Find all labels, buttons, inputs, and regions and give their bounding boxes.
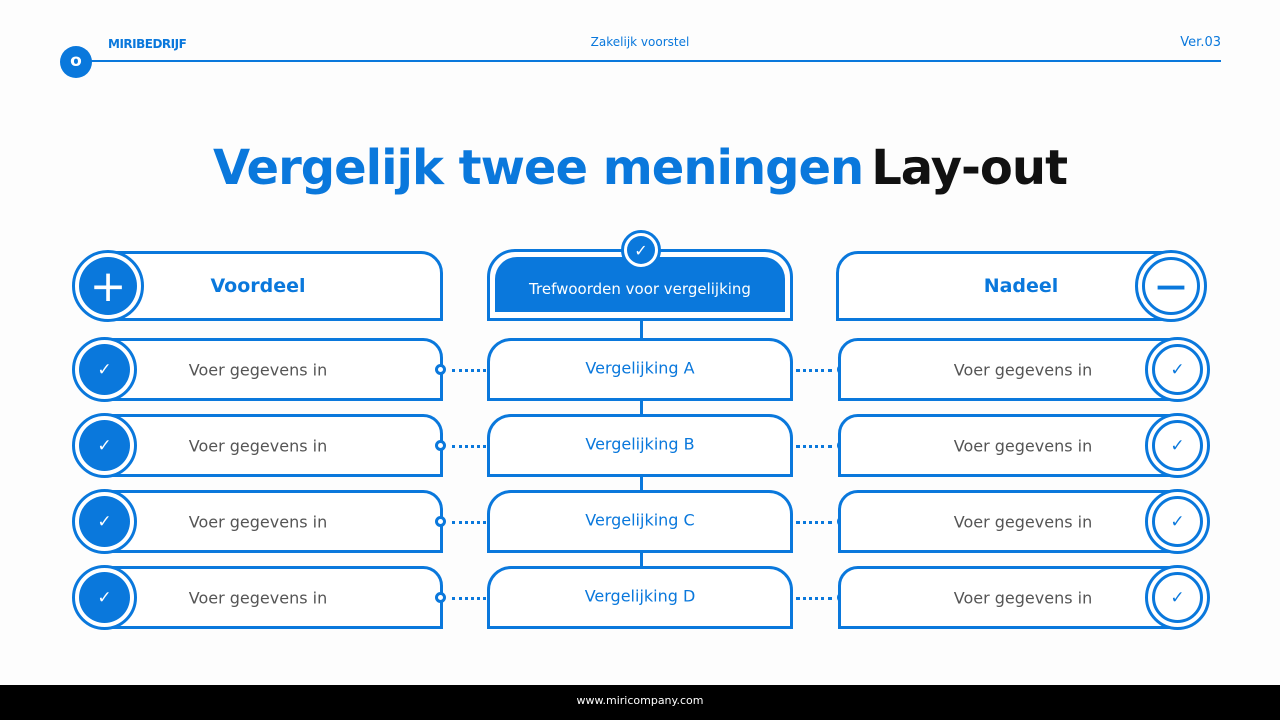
- keywords-heading: Trefwoorden voor vergelijking: [529, 279, 751, 298]
- connector-dots: [452, 445, 486, 448]
- connector-dots: [796, 369, 832, 372]
- title-part1: Vergelijk twee meningen: [212, 140, 864, 196]
- connector-node: [435, 592, 446, 603]
- disadvantage-text: Voer gegevens in: [953, 512, 1093, 531]
- check-icon: ✓: [1145, 337, 1210, 402]
- check-icon: ✓: [1145, 489, 1210, 554]
- disadvantage-text: Voer gegevens in: [953, 436, 1093, 455]
- advantage-text: Voer gegevens in: [188, 588, 328, 607]
- footer-url: www.miricompany.com: [0, 685, 1280, 720]
- disadvantage-text: Voer gegevens in: [953, 588, 1093, 607]
- connector-dots: [796, 445, 832, 448]
- minus-icon: —: [1135, 250, 1207, 322]
- connector-node: [435, 440, 446, 451]
- comparison-text: Vergelijking A: [585, 358, 695, 378]
- check-icon: ✓: [72, 489, 137, 554]
- comparison-row[interactable]: [487, 490, 793, 553]
- comparison-row[interactable]: [487, 566, 793, 629]
- comparison-text: Vergelijking D: [584, 586, 696, 606]
- connector-dots: [452, 369, 486, 372]
- advantage-text: Voer gegevens in: [188, 436, 328, 455]
- connector-dots: [452, 597, 486, 600]
- advantage-heading: Voordeel: [210, 275, 306, 297]
- connector-dots: [796, 597, 832, 600]
- disadvantage-heading: Nadeel: [983, 275, 1059, 297]
- brand-name: MIRIBEDRIJF: [108, 37, 187, 51]
- check-icon: ✓: [72, 413, 137, 478]
- version-label: Ver.03: [1180, 35, 1221, 50]
- header-divider: [90, 60, 1221, 62]
- title-part2: Lay-out: [871, 140, 1068, 196]
- advantage-text: Voer gegevens in: [188, 360, 328, 379]
- check-icon: ✓: [72, 337, 137, 402]
- comparison-row[interactable]: [487, 338, 793, 401]
- advantage-text: Voer gegevens in: [188, 512, 328, 531]
- check-icon: ✓: [1145, 565, 1210, 630]
- connector-dots: [452, 521, 486, 524]
- check-icon: ✓: [621, 230, 661, 270]
- comparison-row[interactable]: [487, 414, 793, 477]
- connector-node: [435, 516, 446, 527]
- logo-icon: o: [60, 46, 92, 78]
- connector-node: [435, 364, 446, 375]
- comparison-text: Vergelijking C: [585, 510, 695, 530]
- plus-icon: +: [72, 250, 144, 322]
- connector-dots: [796, 521, 832, 524]
- check-icon: ✓: [72, 565, 137, 630]
- page-title: [0, 140, 1280, 196]
- comparison-text: Vergelijking B: [585, 434, 695, 454]
- check-icon: ✓: [1145, 413, 1210, 478]
- header-subtitle: Zakelijk voorstel: [590, 35, 690, 49]
- disadvantage-text: Voer gegevens in: [953, 360, 1093, 379]
